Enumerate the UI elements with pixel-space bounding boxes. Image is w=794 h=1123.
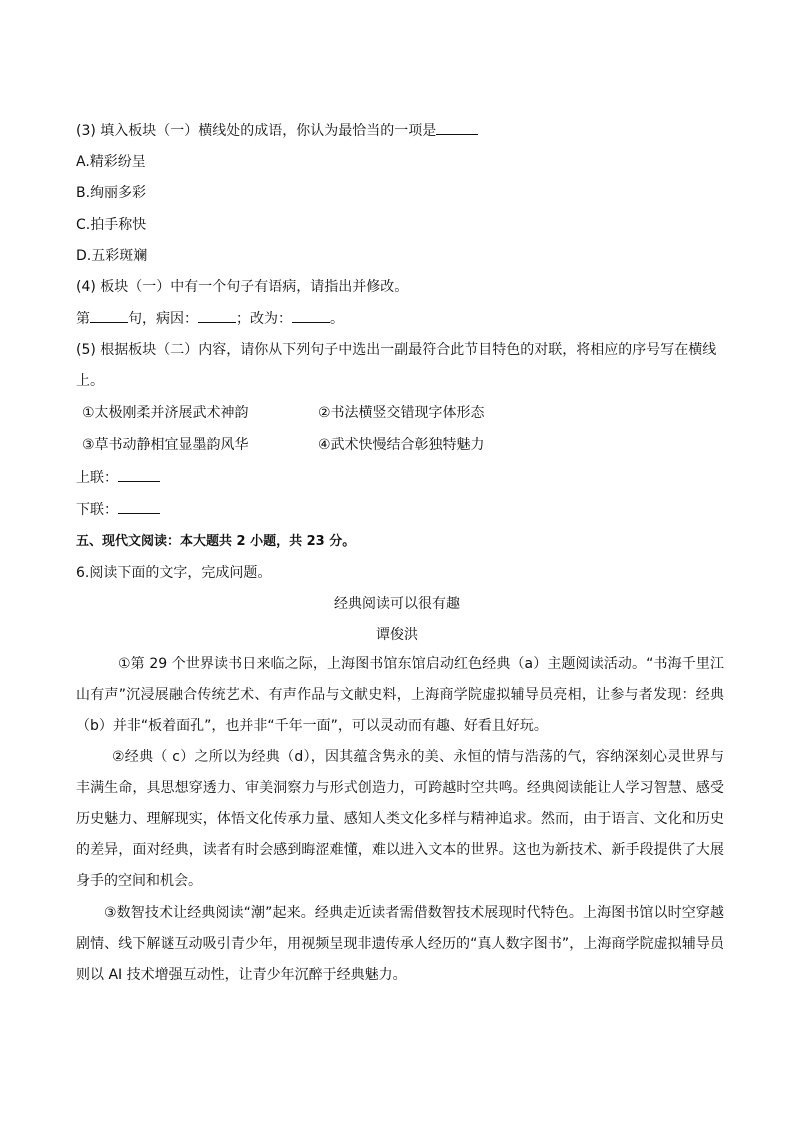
article-paragraph-2: ②经典（ c）之所以为经典（d），因其蕴含隽永的美、永恒的情与浩荡的气，容纳深刻心灵世界与丰满生命，具思想穿透力、审美洞察力与形式创造力，可跨越时空共鸣。经典阅读能让人学习智慧、感受历史魅力、理解现实，体悟文化传承力量、感知人类文化多样与精神追求。然而，由于语言、文化和历史的差异，面对经典，读者有时会感到晦涩难懂，难以进入文本的世界。这也为新技术、新手段提供了大展身手的空间和机会。	[76, 749, 724, 889]
q5-choice-2: ②书法横竖交错现字体形态	[318, 405, 485, 421]
q6-instruction: 6.阅读下面的文字，完成问题。	[76, 565, 272, 581]
q3-option-b: B.绚丽多彩	[76, 185, 147, 201]
q5-choice-4: ④武术快慢结合彰独特魅力	[318, 437, 485, 453]
q4-stem: (4) 板块（一）中有一个句子有语病，请指出并修改。	[76, 279, 409, 295]
article-author: 谭俊洪	[376, 627, 418, 643]
q5-stem-line1: (5) 根据板块（二）内容，请你从下列句子中选出一副最符合此节目特色的对联，将相应的序号写在横线	[76, 342, 717, 358]
answer-blank	[118, 501, 160, 514]
q5-choice-3: ③草书动静相宜显墨韵风华	[82, 437, 249, 453]
q3-stem: (3) 填入板块（一）横线处的成语，你认为最恰当的一项是	[76, 120, 478, 140]
q3-option-c: C.拍手称快	[76, 217, 147, 233]
article-title: 经典阅读可以很有趣	[334, 596, 460, 612]
article-paragraph-3: ③数智技术让经典阅读“潮”起来。经典走近读者需借数智技术展现时代特色。上海图书馆以时空穿越剧情、线下解谜互动吸引青少年，用视频呈现非遗传承人经历的“真人数字图书”，上海商学院虚拟辅导员则以 AI 技术增强互动性，让青少年沉醉于经典魅力。	[76, 905, 724, 983]
q4-fill-line: 第 句，病因： ；改为： 。	[76, 311, 344, 327]
answer-blank	[90, 310, 128, 323]
q3-option-d: D.五彩斑斓	[76, 248, 148, 264]
answer-blank	[292, 310, 330, 323]
q5-choice-1: ①太极刚柔并济展武术神韵	[82, 405, 249, 421]
article-paragraph-1: ①第 29 个世界读书日来临之际，上海图书馆东馆启动红色经典（a）主题阅读活动。“书海千里江山有声”沉浸展融合传统艺术、有声作品与文献史料，上海商学院虚拟辅导员亮相，让参与者发现：经典（b）并非“板着面孔”，也并非“千年一面”，可以灵动而有趣、好看且好玩。	[76, 656, 724, 734]
answer-blank	[198, 310, 236, 323]
q5-stem-line2: 上。	[76, 373, 104, 389]
answer-blank	[118, 469, 160, 482]
q5-upper-line: 上联：	[76, 467, 160, 487]
q3-option-a: A.精彩纷呈	[76, 154, 146, 170]
q5-lower-line: 下联：	[76, 499, 160, 519]
answer-blank	[436, 122, 478, 135]
section-heading: 五、现代文阅读：本大题共 2 小题，共 23 分。	[76, 534, 356, 549]
